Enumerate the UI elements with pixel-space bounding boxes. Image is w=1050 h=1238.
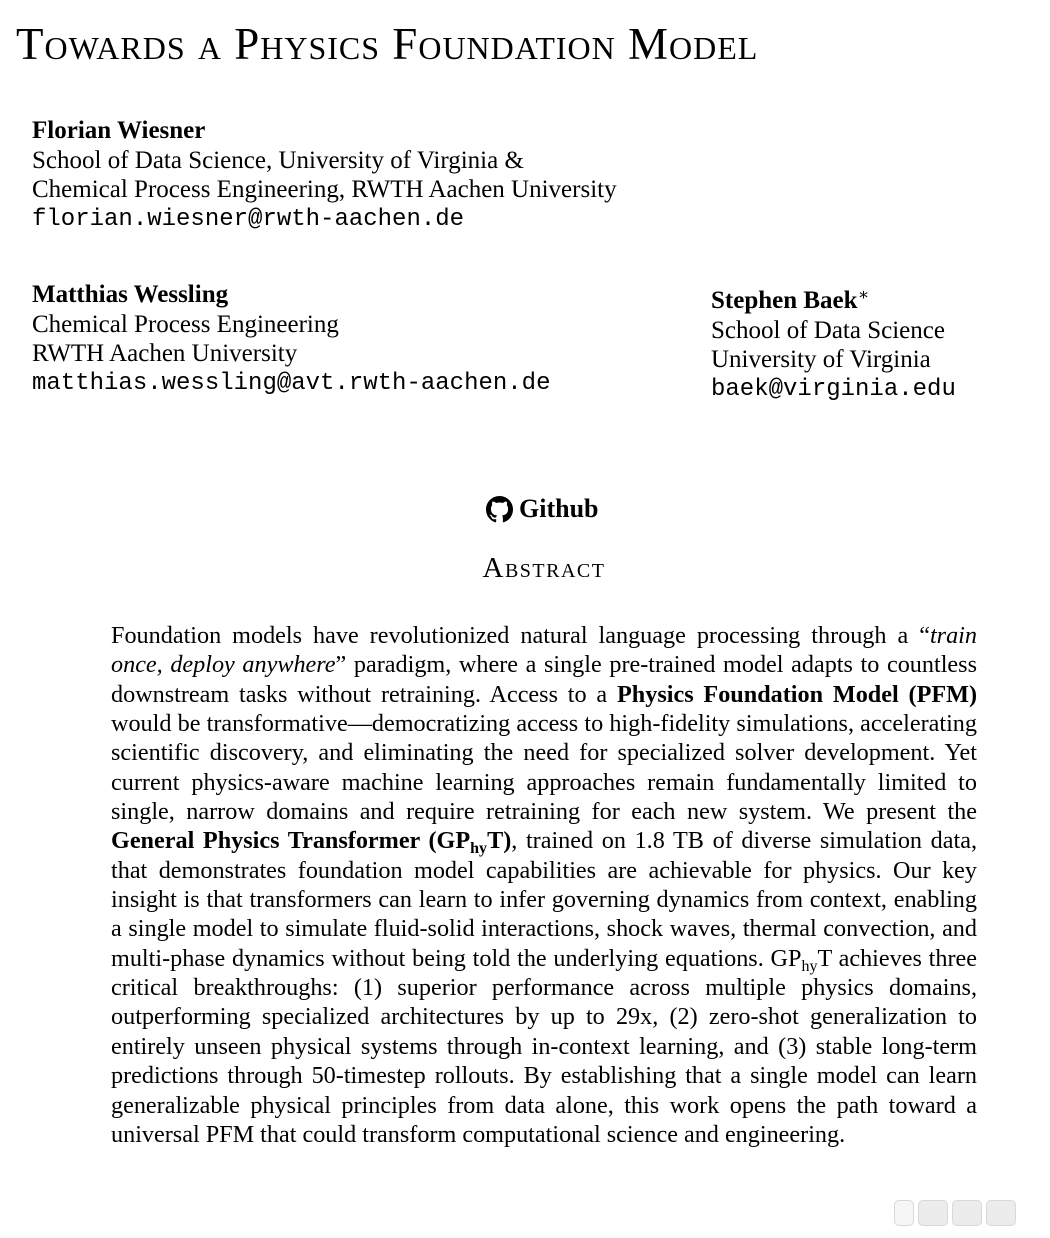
abstract-heading: Abstract: [482, 552, 606, 584]
author-affiliation: School of Data Science, University of Virginia &: [32, 146, 524, 174]
author-email[interactable]: baek@virginia.edu: [711, 375, 956, 403]
author-affiliation: Chemical Process Engineering: [32, 310, 339, 338]
footnote-mark[interactable]: ∗: [857, 285, 870, 304]
abstract-text: [111, 621, 977, 1149]
github-icon: [486, 496, 513, 523]
author-affiliation: Chemical Process Engineering, RWTH Aachen University: [32, 176, 617, 203]
page-nav-pill[interactable]: [918, 1200, 948, 1226]
author-email[interactable]: matthias.wessling@avt.rwth-aachen.de: [32, 369, 551, 397]
author-affiliation: University of Virginia: [711, 346, 931, 373]
author-email[interactable]: florian.wiesner@rwth-aachen.de: [32, 205, 465, 233]
abstract-segment: , trained on 1.8 TB of diverse simulation data, that demonstrates foundation model capabilities are achievable for physics. Our key insight is that transformers can learn to infer governing dynamics from context, enabling a single model to simulate fluid-solid interactions, shock waves, thermal convection, and multi-phase dynamics without being told the underlying equations. GP: [111, 827, 977, 972]
abstract-emphasis: train once, deploy anywhere: [111, 622, 977, 679]
abstract-segment: T achieves three critical breakthroughs: (1) superior performance across multiple physics domains, outperforming specialized architectures by up to 29x, (2) zero-shot generalization to entirely unseen physical systems through in-context learning, and (3) stable long-term predictions through 50-timestep rollouts. By establishing that a single model can learn generalizable physical principles from data alone, this work opens the path toward a universal PFM that could transform computational science and engineering.: [111, 944, 977, 1148]
abstract-segment: ” paradigm, where a single pre-trained model adapts to countless downstream tasks without retraining. Access to a: [111, 651, 977, 708]
author-name-row: [711, 280, 956, 316]
author-name: Stephen Baek: [711, 287, 858, 314]
author-block-wiesner: [32, 116, 617, 234]
github-label: Github: [519, 494, 599, 523]
github-link[interactable]: [486, 492, 599, 526]
abstract-highlight-pfm: Physics Foundation Model (PFM): [617, 680, 978, 708]
author-block-baek: [711, 280, 956, 404]
abstract-segment: Foundation models have revolutionized natural language processing through a “: [111, 622, 930, 649]
paper-title: Towards a Physics Foundation Model: [16, 19, 759, 69]
model-name-end: T): [487, 827, 512, 855]
author-name: Florian Wiesner: [32, 117, 206, 144]
page-nav-pill[interactable]: [894, 1200, 914, 1226]
author-block-wessling: [32, 280, 550, 398]
abstract-highlight-model: [111, 827, 512, 858]
author-name: Matthias Wessling: [32, 281, 229, 308]
author-affiliation: School of Data Science: [711, 316, 945, 344]
page-nav-indicator[interactable]: [894, 1200, 1016, 1226]
author-affiliation: RWTH Aachen University: [32, 340, 298, 367]
abstract-segment: would be transformative—democratizing access to high-fidelity simulations, accelerating scientific discovery, and eliminating the need for specialized solver development. Yet current physics-aware machine learning approaches remain fundamentally limited to single, narrow domains and require retraining for each new system. We present the: [111, 710, 977, 826]
page-nav-pill[interactable]: [952, 1200, 982, 1226]
model-name-subscript: hy: [470, 840, 488, 858]
model-name-start: General Physics Transformer (GP: [111, 827, 471, 855]
model-name-subscript: hy: [801, 957, 818, 975]
page-nav-pill[interactable]: [986, 1200, 1016, 1226]
